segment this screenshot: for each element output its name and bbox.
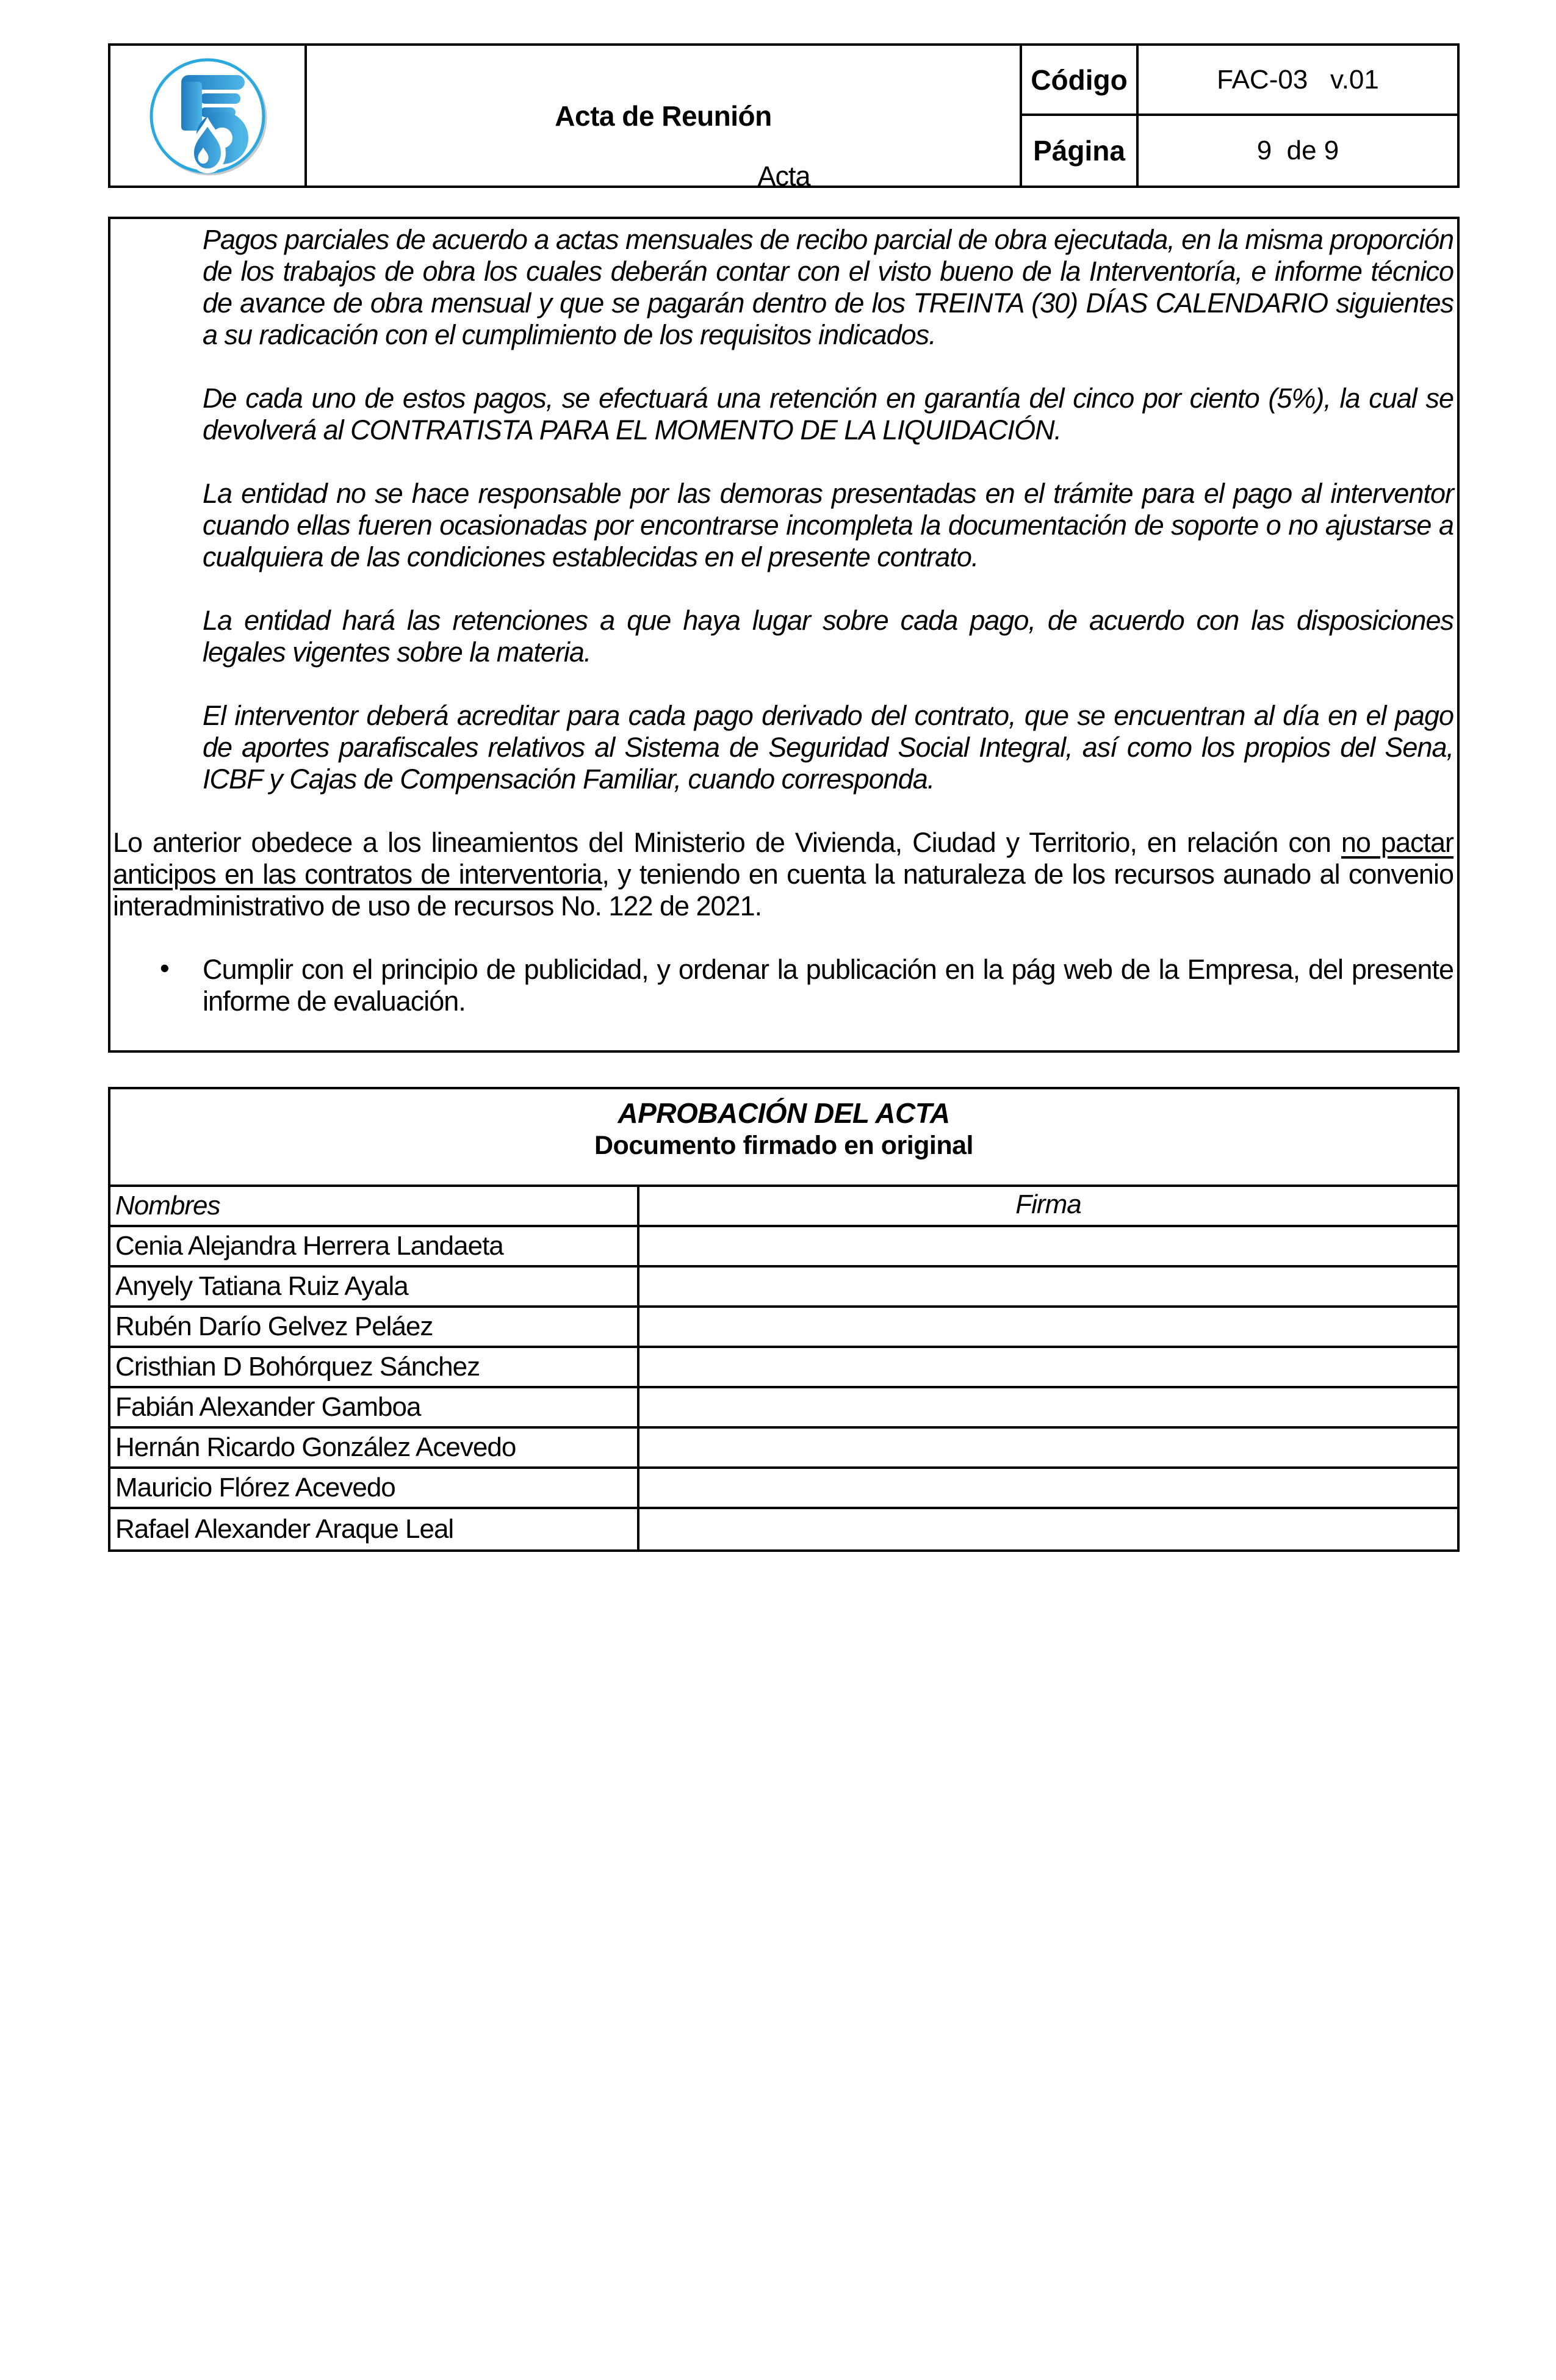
header-table (108, 43, 1460, 188)
closing-pre: Lo anterior obedece a los lineamientos del Ministerio de Vivienda, Ciudad y Territorio, en relación con (113, 827, 1341, 858)
paragraph-pagos-parciales: Pagos parciales de acuerdo a actas mensuales de recibo parcial de obra ejecutada, en la misma proporción de los trabajos de obra los cuales deberán contar con el visto bueno de la Interventoría, e informe técnico de avance de obra mensual y que se pagarán dentro de los TREINTA (30) DÍAS CALENDARIO siguientes a su radicación con el cumplimiento de los requisitos indicados. (203, 224, 1453, 350)
paragraph-aportes-parafiscales: El interventor deberá acreditar para cada pago derivado del contrato, que se encuentran al día en el pago de aportes parafiscales relativos al Sistema de Seguridad Social Integral, así como los propios del Sena, ICBF y Cajas de Compensación Familiar, cuando corresponda. (203, 700, 1453, 795)
body-text-box (108, 217, 1460, 1053)
signature-cell (639, 1509, 1457, 1549)
bullet-text: Cumplir con el principio de publicidad, y ordenar la publicación en la pág web de la Empresa, del presente informe de evaluación. (203, 954, 1453, 1017)
water-drop-5-logo-icon (146, 55, 268, 177)
name-cell: Cristhian D Bohórquez Sánchez (110, 1348, 639, 1386)
signature-cell (639, 1227, 1457, 1265)
table-row (110, 1227, 1457, 1268)
table-row (110, 1388, 1457, 1429)
page-value: 9 de 9 (1256, 135, 1339, 165)
approval-subtitle: Documento firmado en original (594, 1131, 973, 1160)
signature-cell (639, 1469, 1457, 1507)
signature-cell (639, 1268, 1457, 1305)
name-cell: Cenia Alejandra Herrera Landaeta (110, 1227, 639, 1265)
signature-cell (639, 1348, 1457, 1386)
name-cell: Anyely Tatiana Ruiz Ayala (110, 1268, 639, 1305)
table-row (110, 1509, 1457, 1549)
bullet-item (160, 953, 1453, 1017)
bullet-icon: • (160, 953, 169, 984)
page-label: Página (1022, 116, 1139, 186)
closing-post: , y teniendo en cuenta la naturaleza de los recursos aunado al convenio interadministrativo de uso de recursos No. 122 de 2021. (113, 859, 1453, 921)
logo-cell (110, 46, 307, 186)
code-value: FAC-03 v.01 (1139, 46, 1457, 116)
signature-cell (639, 1308, 1457, 1346)
paragraph-retencion-garantia: De cada uno de estos pagos, se efectuará una retención en garantía del cinco por ciento (5%), la cual se devolverá al CONTRATISTA PARA EL MOMENTO DE LA LIQUIDACIÓN. (203, 383, 1453, 445)
name-cell: Rubén Darío Gelvez Peláez (110, 1308, 639, 1346)
paragraph-retenciones-legales: La entidad hará las retenciones a que haya lugar sobre cada pago, de acuerdo con las disposiciones legales vigentes sobre la materia. (203, 605, 1453, 668)
approval-columns-row (110, 1187, 1457, 1227)
approval-title: APROBACIÓN DEL ACTA (618, 1097, 950, 1129)
column-header-firma: Firma (1015, 1189, 1081, 1219)
approval-header (110, 1089, 1457, 1187)
name-cell: Hernán Ricardo González Acevedo (110, 1429, 639, 1466)
paragraph-demoras-tramite: La entidad no se hace responsable por las demoras presentadas en el trámite para el pago al interventor cuando ellas fueren ocasionadas por encontrarse incompleta la documentación de soporte o no ajustarse a cualquiera de las condiciones establecidas en el presente contrato. (203, 478, 1453, 572)
signature-cell (639, 1388, 1457, 1426)
column-header-nombres: Nombres (110, 1187, 639, 1225)
table-row (110, 1429, 1457, 1469)
signature-cell (639, 1429, 1457, 1466)
underlined-phrase: no pactar anticipos en las contratos de interventoria (113, 827, 1453, 890)
code-label: Código (1022, 46, 1139, 116)
document-title: Acta de Reunión (307, 46, 1022, 186)
name-cell: Mauricio Flórez Acevedo (110, 1469, 639, 1507)
name-cell: Fabián Alexander Gamboa (110, 1388, 639, 1426)
approval-table (108, 1087, 1460, 1552)
clipped-subtitle-text: Acta (757, 160, 810, 186)
table-row (110, 1268, 1457, 1308)
name-cell: Rafael Alexander Araque Leal (110, 1509, 639, 1549)
table-row (110, 1348, 1457, 1388)
table-row (110, 1469, 1457, 1509)
table-row (110, 1308, 1457, 1348)
closing-paragraph (113, 827, 1453, 922)
